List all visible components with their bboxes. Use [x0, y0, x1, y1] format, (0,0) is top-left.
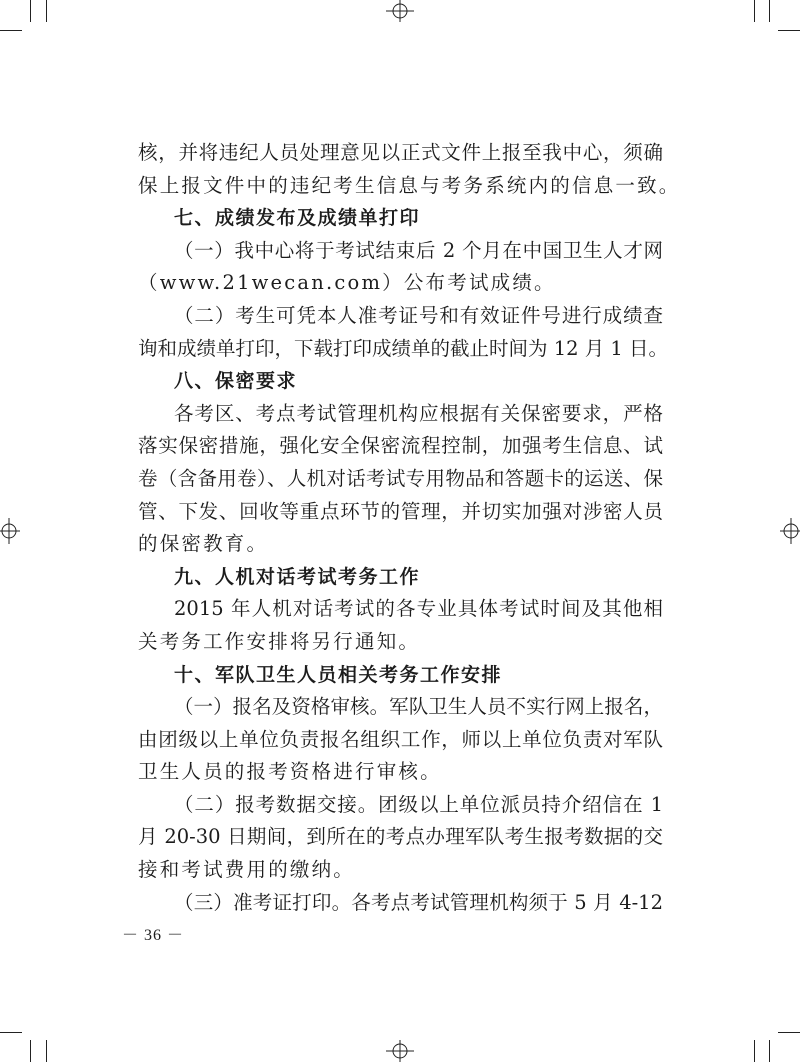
body-line: 月 20-30 日期间，到所在的考点办理军队考生报考数据的交: [138, 825, 663, 849]
body-line: （www.21wecan.com）公布考试成绩。: [138, 271, 556, 295]
body-line: （一）报名及资格审核。军队卫生人员不实行网上报名，: [174, 695, 663, 719]
section-heading: 九、人机对话考试考务工作: [174, 565, 421, 588]
body-line: 接和考试费用的缴纳。: [138, 858, 356, 882]
body-line: 管、下发、回收等重点环节的管理，并切实加强对涉密人员: [138, 499, 663, 523]
body-line: 2015 年人机对话考试的各专业具体考试时间及其他相: [174, 597, 663, 621]
registration-target-left: [0, 518, 20, 544]
section-heading: 七、成绩发布及成绩单打印: [174, 207, 421, 230]
body-line: 落实保密措施，强化安全保密流程控制，加强考生信息、试: [138, 434, 663, 458]
registration-target-bottom: [386, 1040, 414, 1062]
registration-target-right: [780, 518, 800, 544]
body-line: （二）报考数据交接。团级以上单位派员持介绍信在 1: [174, 792, 663, 816]
body-line: 卷（含备用卷）、人机对话考试专用物品和答题卡的运送、保: [138, 466, 663, 490]
page-number: － 36 －: [122, 927, 185, 944]
body-line: 卫生人员的报考资格进行审核。: [138, 760, 442, 784]
body-line: 关考务工作安排将另行通知。: [138, 629, 421, 653]
document-body: [138, 137, 681, 919]
body-line: （三）准考证打印。各考点考试管理机构须于 5 月 4-12: [174, 890, 663, 914]
body-line: （一）我中心将于考试结束后 2 个月在中国卫生人才网: [174, 238, 663, 262]
body-line: 核，并将违纪人员处理意见以正式文件上报至我中心，须确: [138, 141, 663, 164]
body-line: 由团级以上单位负责报名组织工作，师以上单位负责对军队: [138, 727, 663, 751]
section-heading: 十、军队卫生人员相关考务工作安排: [174, 663, 503, 686]
body-line: 保上报文件中的违纪考生信息与考务系统内的信息一致。: [138, 173, 681, 197]
body-line: （二）考生可凭本人准考证号和有效证件号进行成绩查: [174, 303, 663, 327]
body-line: 询和成绩单打印，下载打印成绩单的截止时间为 12 月 1 日。: [138, 336, 669, 360]
body-line: 的保密教育。: [138, 532, 269, 556]
registration-target-top: [386, 0, 414, 22]
body-line: 各考区、考点考试管理机构应根据有关保密要求，严格: [174, 401, 663, 425]
section-heading: 八、保密要求: [174, 370, 298, 393]
